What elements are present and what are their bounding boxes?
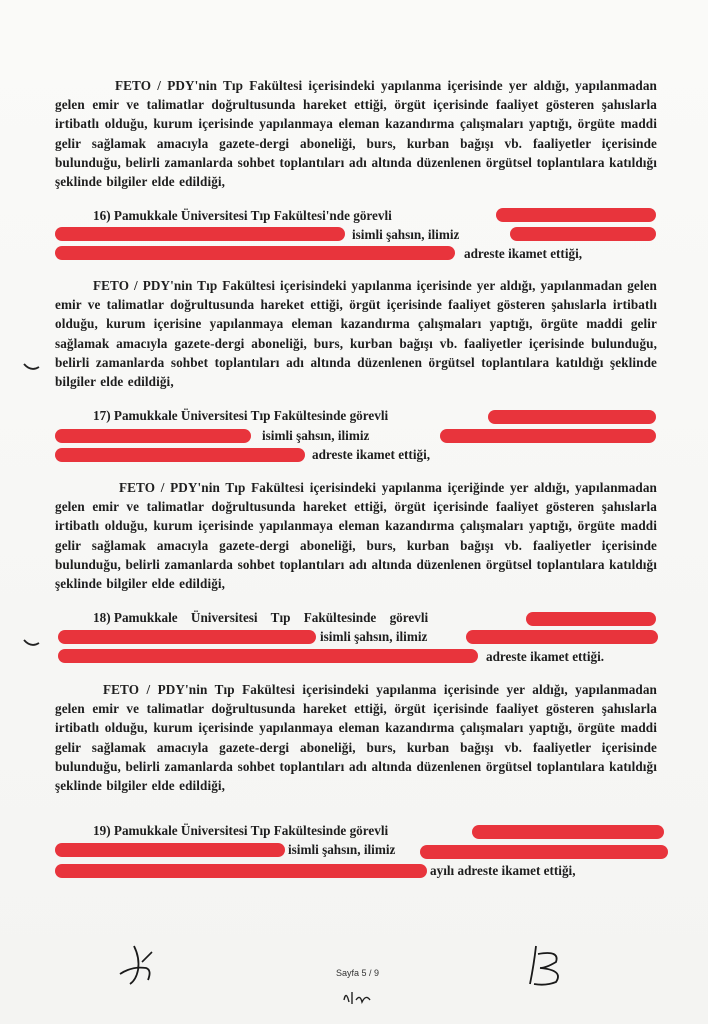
item-19-line-1 <box>93 821 388 840</box>
item-19-line-3: ayılı adreste ikamet ettiği, <box>430 863 576 878</box>
paragraph-2-text: FETO / PDY'nin Tıp Fakültesi içerisindeki yapılanma içerisinde yer aldığı, yapılanmadan gelen emir ve talimatlar doğrultusunda hareket ettiği, örgüt içerisinde faaliyet gösteren şahıslarla irtibatlı olduğu, kurum içerisine yapılanmaya eleman kazandırma çalışmaları yaptığı, örgüte maddi gelir sağlamak amacıyla gazete-dergi aboneliği, burs, kurban bağışı vb. faaliyetler içerisinde bulunduğu, belirli zamanlarda sohbet toplantıları adı altında düzenlenen örgütsel toplantılara katıldığı şeklinde bilgiler elde edildiği, <box>55 278 657 390</box>
paragraph-4 <box>55 680 657 795</box>
redaction <box>488 410 656 424</box>
item-17-text-1: Pamukkale Üniversitesi Tıp Fakültesinde görevli <box>113 408 389 423</box>
redaction <box>420 845 668 859</box>
redaction <box>472 825 664 839</box>
item-16-line-2: isimli şahsın, ilimiz <box>352 227 460 242</box>
redaction <box>58 630 316 644</box>
item-16-number: 16) <box>93 208 111 223</box>
item-19-line-2: isimli şahsın, ilimiz <box>288 842 396 857</box>
redaction <box>55 227 345 241</box>
redaction <box>55 429 251 443</box>
item-18-line-2: isimli şahsın, ilimiz <box>320 629 428 644</box>
item-17-line-2: isimli şahsın, ilimiz <box>262 428 370 443</box>
signature-right <box>516 940 576 995</box>
paragraph-4-text: FETO / PDY'nin Tıp Fakültesi içerisindeki yapılanma içerisinde yer aldığı, yapılanmadan gelen emir ve talimatlar doğrultusunda hareket ettiği, örgüt içerisinde faaliyet gösteren şahıslarla irtibatlı olduğu, kurum içerisinde yapılanmaya eleman kazandırma çalışmaları yaptığı, örgüte maddi gelir sağlamak amacıyla gazete-dergi aboneliği, burs, kurban bağışı vb. faaliyetler içerisinde bulunduğu, belirli zamanlarda sohbet toplantıları adı altında düzenlenen örgütsel toplantılara katıldığı şeklinde bilgiler elde edildiği, <box>55 682 657 794</box>
signature-left <box>112 940 162 995</box>
item-17-number: 17) <box>93 408 111 423</box>
redaction <box>510 227 656 241</box>
item-16-text-1: Pamukkale Üniversitesi Tıp Fakültesi'nde görevli <box>113 208 392 223</box>
item-16-line-1 <box>93 206 392 225</box>
initials <box>340 986 384 1013</box>
item-18-number: 18) <box>93 610 111 625</box>
redaction <box>58 649 478 663</box>
item-17-line-3: adreste ikamet ettiği, <box>312 447 431 462</box>
margin-mark <box>22 636 42 654</box>
paragraph-1-text: FETO / PDY'nin Tıp Fakültesi içerisindeki yapılanma içerisinde yer aldığı, yapılanmadan gelen emir ve talimatlar doğrultusunda hareket ettiği, örgüt içerisinde faaliyet gösteren şahıslarla irtibatlı olduğu, kurum içerisinde yapılanmaya eleman kazandırma çalışmaları yaptığı, örgüte maddi gelir sağlamak amacıyla gazete-dergi aboneliği, burs, kurban bağışı vb. faaliyetler içerisinde bulunduğu, belirli zamanlarda sohbet toplantıları adı altında düzenlenen örgütsel toplantılara katıldığı şeklinde bilgiler elde edildiği, <box>55 78 657 190</box>
item-16-line-3: adreste ikamet ettiği, <box>464 246 583 261</box>
redaction <box>440 429 656 443</box>
margin-mark <box>22 360 42 378</box>
paragraph-3-text: FETO / PDY'nin Tıp Fakültesi içerisindeki yapılanma içeriğinde yer aldığı, yapılanmadan gelen emir ve talimatlar doğrultusunda hareket ettiği, örgüt içerisinde faaliyet gösteren şahıslarla irtibatlı olduğu, kurum içerisinde yapılanmaya eleman kazandırma çalışmaları yaptığı, örgüte maddi gelir sağlamak amacıyla gazete-dergi aboneliği, burs, kurban bağışı vb. faaliyetler içerisinde bulunduğu, belirli zamanlarda sohbet toplantıları adı altında düzenlenen örgütsel toplantılara katıldığı şeklinde bilgiler elde edildiği, <box>55 480 657 592</box>
paragraph-3 <box>55 478 657 593</box>
item-18-line-1 <box>93 608 428 627</box>
item-17-line-1 <box>93 406 388 425</box>
redaction <box>55 246 455 260</box>
redaction <box>55 448 305 462</box>
redaction <box>466 630 658 644</box>
redaction <box>496 208 656 222</box>
item-19-text-1: Pamukkale Üniversitesi Tıp Fakültesinde görevli <box>113 823 389 838</box>
redaction <box>526 612 656 626</box>
item-18-line-3: adreste ikamet ettiği. <box>486 649 605 664</box>
page-number: Sayfa 5 / 9 <box>336 968 380 978</box>
redaction <box>55 864 427 878</box>
item-19-number: 19) <box>93 823 111 838</box>
redaction <box>55 843 285 857</box>
paragraph-1 <box>55 76 657 191</box>
item-18-text-1: Pamukkale Üniversitesi Tıp Fakültesinde görevli <box>113 610 429 625</box>
paragraph-2 <box>55 276 657 391</box>
